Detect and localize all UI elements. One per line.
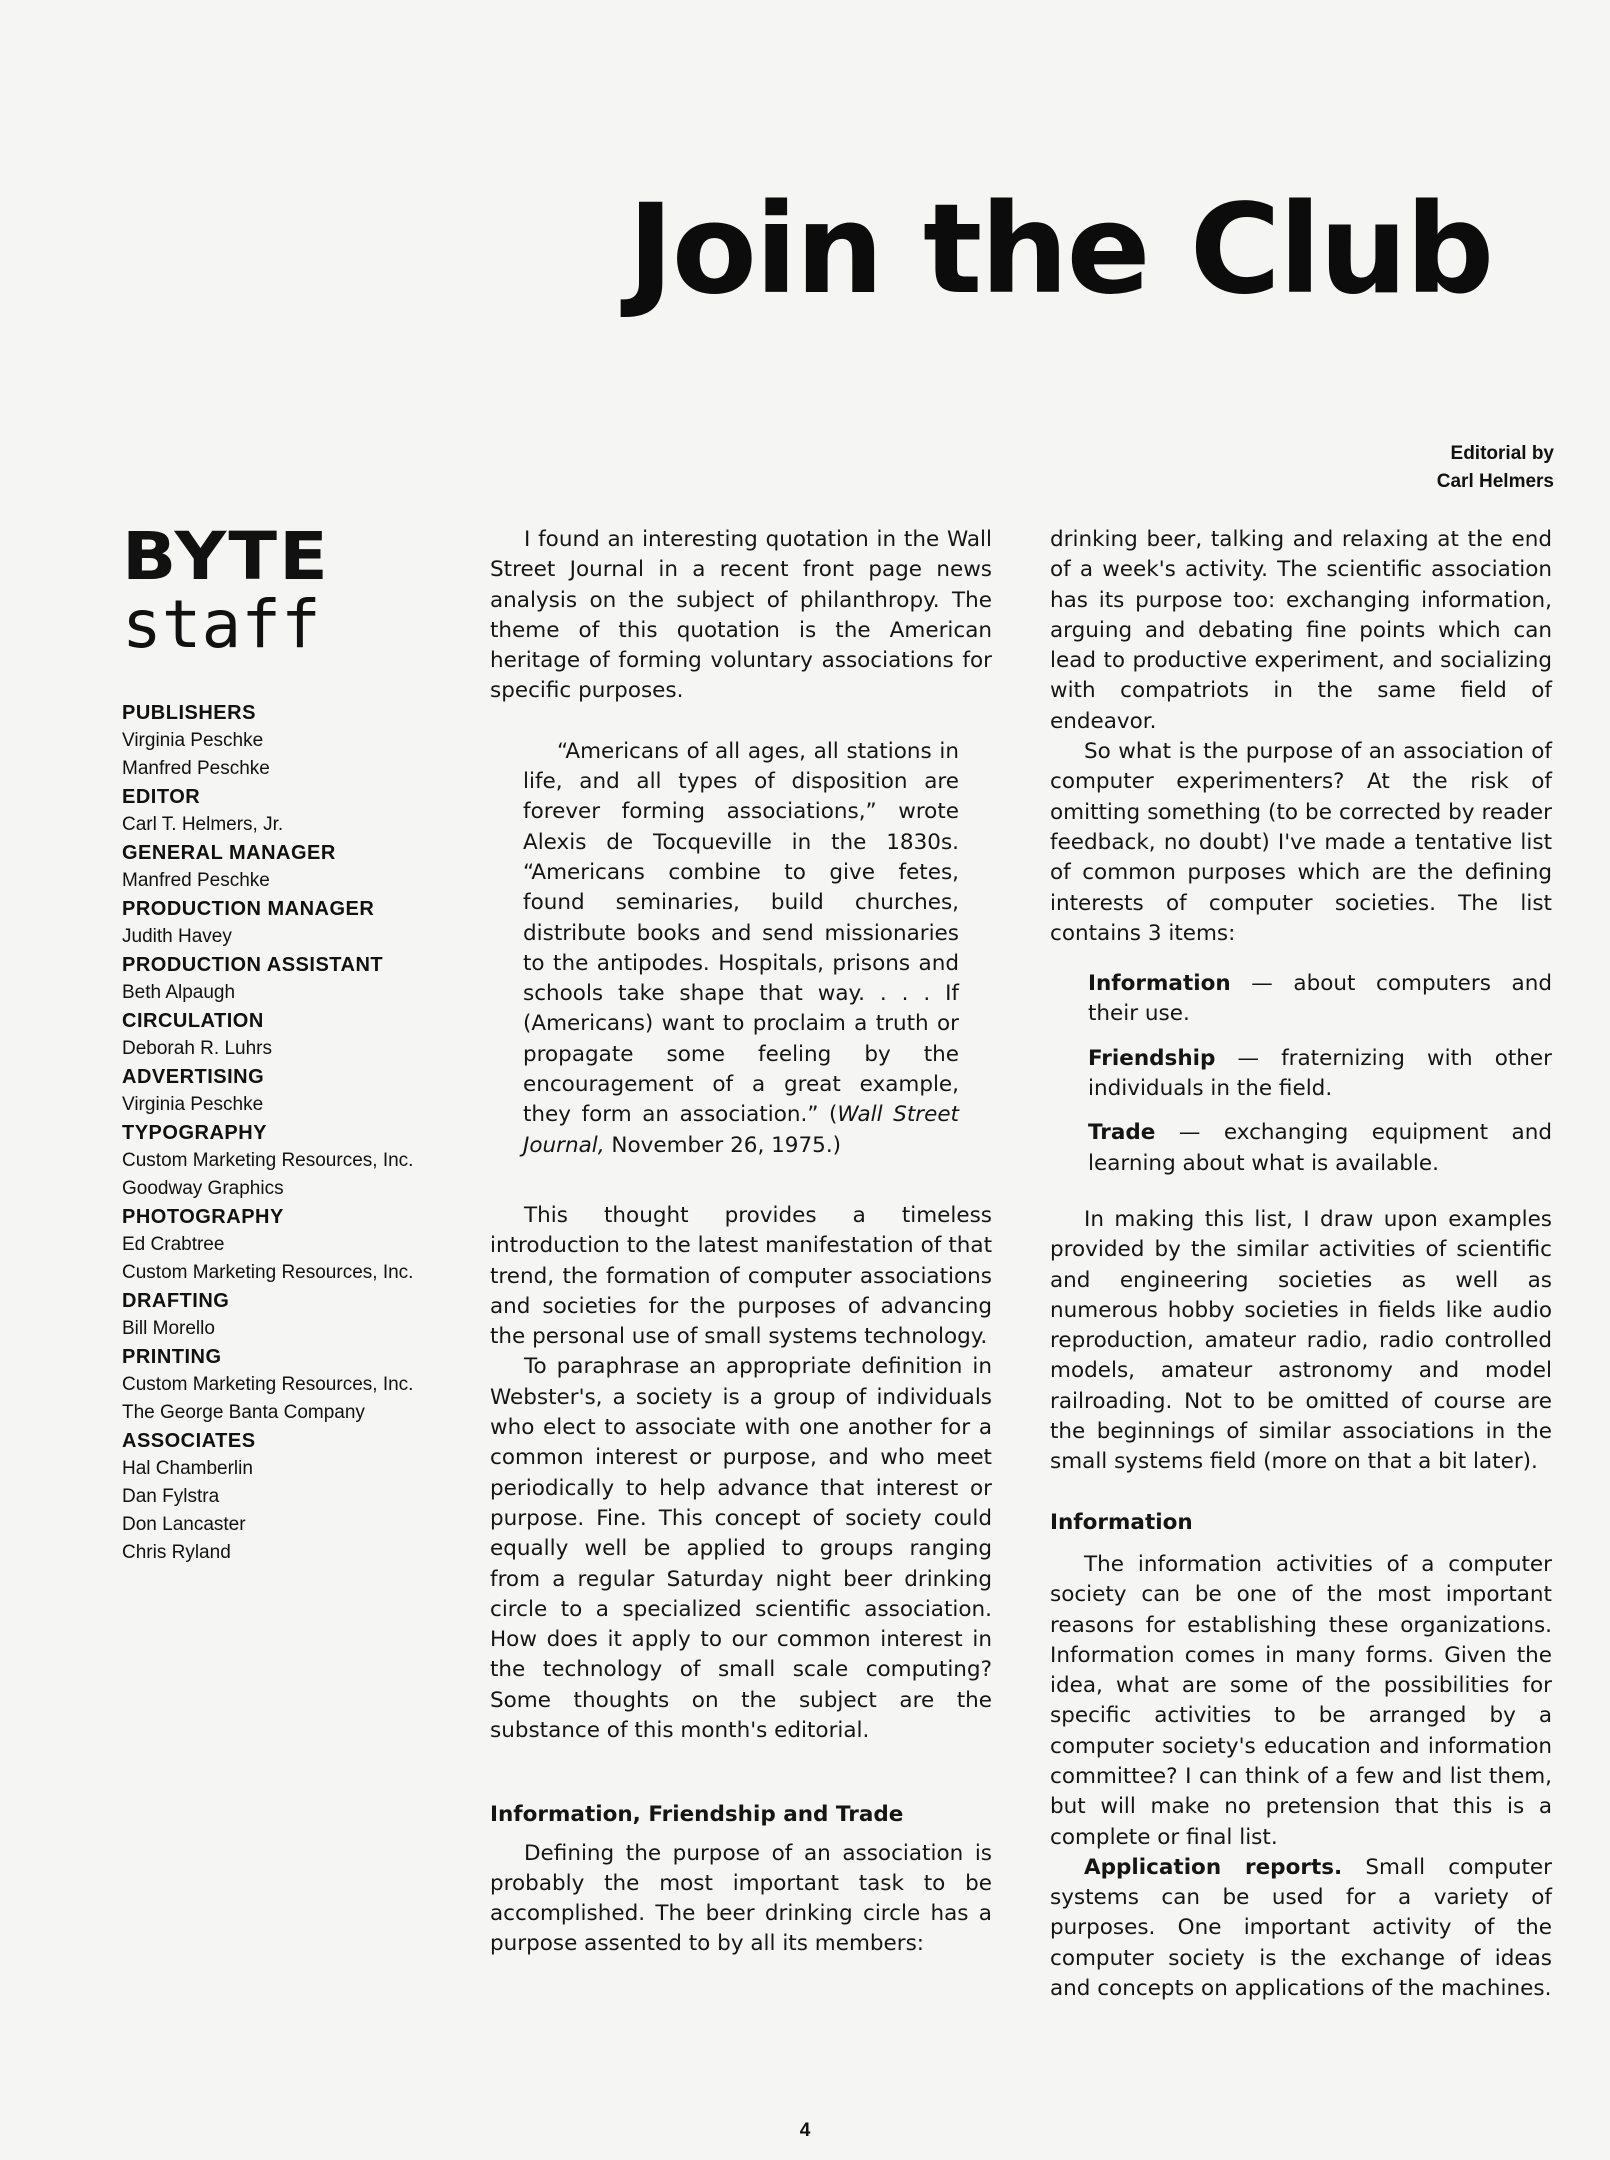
staff-name: Deborah R. Luhrs [122, 1038, 272, 1059]
staff-name: Judith Havey [122, 926, 232, 947]
byline-author: Carl Helmers [1436, 471, 1554, 492]
staff-masthead [122, 518, 482, 1567]
list-text: — about computers and their use. [1088, 971, 1552, 1027]
list-term: Friendship [1088, 1045, 1216, 1071]
staff-role: ASSOCIATES [122, 1430, 256, 1452]
quotation-text: “Americans of all ages, all stations in life, and all types of disposition are forever forming associations,” wrote Alexis de Tocqueville in the 1830s. “Americans combine to give fetes, found seminaries, build churches, distribute books and send missionaries to the antipodes. Hospitals, prisons and schools take shape that way. . . . If (Americans) want to proclaim a truth or propagate some feeling by the encouragement of a great example, they form an association.” [523, 738, 959, 1128]
paragraph: I found an interesting quotation in the Wall Street Journal in a recent front page news analysis on the subject of philanthropy. The theme of this quotation is the American heritage of forming voluntary associations for specific purposes. [490, 527, 992, 704]
staff-role: PUBLISHERS [122, 702, 256, 724]
staff-heading: staff [122, 586, 321, 663]
article-column-1 [490, 525, 992, 1960]
paragraph [1050, 1853, 1552, 2004]
staff-role: DRAFTING [122, 1290, 230, 1312]
paragraph: To paraphrase an appropriate definition in Webster's, a society is a group of individuals who elect to associate with one another for a common interest or purpose, and who meet periodically to help advance that interest or purpose. Fine. This concept of society could equally well be applied to groups ranging from a regular Saturday night beer drinking circle to a specialized scientific association. How does it apply to our common interest in the technology of small scale computing? Some thoughts on the subject are the substance of this month's editorial. [490, 1354, 992, 1743]
staff-name: Hal Chamberlin [122, 1458, 253, 1479]
quotation-source: Wall Street Journal, [523, 1102, 959, 1158]
list-text: — fraternizing with other individuals in the field. [1088, 1045, 1552, 1102]
staff-name: Dan Fylstra [122, 1486, 220, 1507]
paragraph: Defining the purpose of an association is probably the most important task to be accomplished. The beer drinking circle has a purpose assented to by all its members: [490, 1840, 992, 1957]
byline-label: Editorial by [1450, 443, 1554, 464]
byline [1437, 440, 1554, 496]
staff-name: Manfred Peschke [122, 758, 270, 779]
list-text: — exchanging equipment and learning about what is available. [1088, 1120, 1552, 1176]
staff-name: The George Banta Company [122, 1402, 365, 1423]
staff-role: ADVERTISING [122, 1066, 265, 1088]
staff-role: TYPOGRAPHY [122, 1122, 268, 1144]
staff-role: GENERAL MANAGER [122, 842, 336, 864]
staff-name: Chris Ryland [122, 1542, 231, 1563]
staff-name: Ed Crabtree [122, 1234, 225, 1255]
staff-name: Don Lancaster [122, 1514, 246, 1535]
article-title: Join the Club [627, 178, 1493, 322]
staff-name: Goodway Graphics [122, 1178, 284, 1199]
list-term: Information [1088, 971, 1231, 997]
section-heading: Information, Friendship and Trade [490, 1802, 904, 1828]
staff-role: PRODUCTION MANAGER [122, 898, 375, 920]
staff-name: Custom Marketing Resources, Inc. [122, 1150, 414, 1171]
quotation-date: November 26, 1975.) [604, 1132, 842, 1158]
staff-role: PRINTING [122, 1346, 222, 1368]
staff-role: CIRCULATION [122, 1010, 264, 1032]
list-item [1088, 969, 1552, 1030]
staff-role: EDITOR [122, 786, 201, 808]
staff-list [122, 699, 482, 1567]
list-item [1088, 1044, 1552, 1105]
byte-logo: BYTE [122, 518, 331, 595]
quotation [523, 737, 959, 1161]
paragraph: The information activities of a computer society can be one of the most important reasons for establishing these organizations. Information comes in many forms. Given the idea, what are some of the possibilities for specific activities to be arranged by a computer society's education and information committee? I can think of a few and list them, but will make no pretension that this is a complete or final list. [1050, 1551, 1552, 1850]
list-item [1088, 1118, 1552, 1179]
paragraph-lead: Application reports. [1084, 1854, 1343, 1880]
staff-name: Custom Marketing Resources, Inc. [122, 1262, 414, 1283]
paragraph-text: Small computer systems can be used for a variety of purposes. One important activity of the computer society is the exchange of ideas and concepts on applications of the machines. [1050, 1854, 1552, 2002]
staff-name: Bill Morello [122, 1318, 215, 1339]
paragraph: In making this list, I draw upon examples provided by the similar activities of scientific and engineering societies as well as numerous hobby societies in fields like audio reproduction, amateur radio, radio controlled models, amateur astronomy and model railroading. Not to be omitted of course are the beginnings of similar associations in the small systems field (more on that a bit later). [1050, 1206, 1552, 1475]
list-term: Trade [1088, 1120, 1156, 1146]
article-column-2 [1050, 525, 1552, 2004]
staff-name: Virginia Peschke [122, 730, 264, 751]
paragraph: This thought provides a timeless introduction to the latest manifestation of that trend, the formation of computer associations and societies for the purposes of advancing the personal use of small systems technology. [490, 1202, 992, 1350]
page-number: 4 [799, 2120, 811, 2141]
paragraph: drinking beer, talking and relaxing at the end of a week's activity. The scientific association has its purpose too: exchanging information, arguing and debating fine points which can lead to productive experiment, and socializing with compatriots in the same field of endeavor. [1050, 527, 1552, 734]
section-heading: Information [1050, 1509, 1193, 1535]
quotation-source-open: ( [818, 1102, 838, 1128]
staff-name: Carl T. Helmers, Jr. [122, 814, 284, 835]
staff-name: Beth Alpaugh [122, 982, 236, 1003]
staff-name: Manfred Peschke [122, 870, 270, 891]
staff-name: Virginia Peschke [122, 1094, 264, 1115]
staff-role: PRODUCTION ASSISTANT [122, 954, 384, 976]
staff-role: PHOTOGRAPHY [122, 1206, 284, 1228]
staff-name: Custom Marketing Resources, Inc. [122, 1374, 414, 1395]
paragraph: So what is the purpose of an association of computer experimenters? At the risk of omitting something (to be corrected by reader feedback, no doubt) I've made a tentative list of common purposes which are the defining interests of computer societies. The list contains 3 items: [1050, 739, 1552, 946]
